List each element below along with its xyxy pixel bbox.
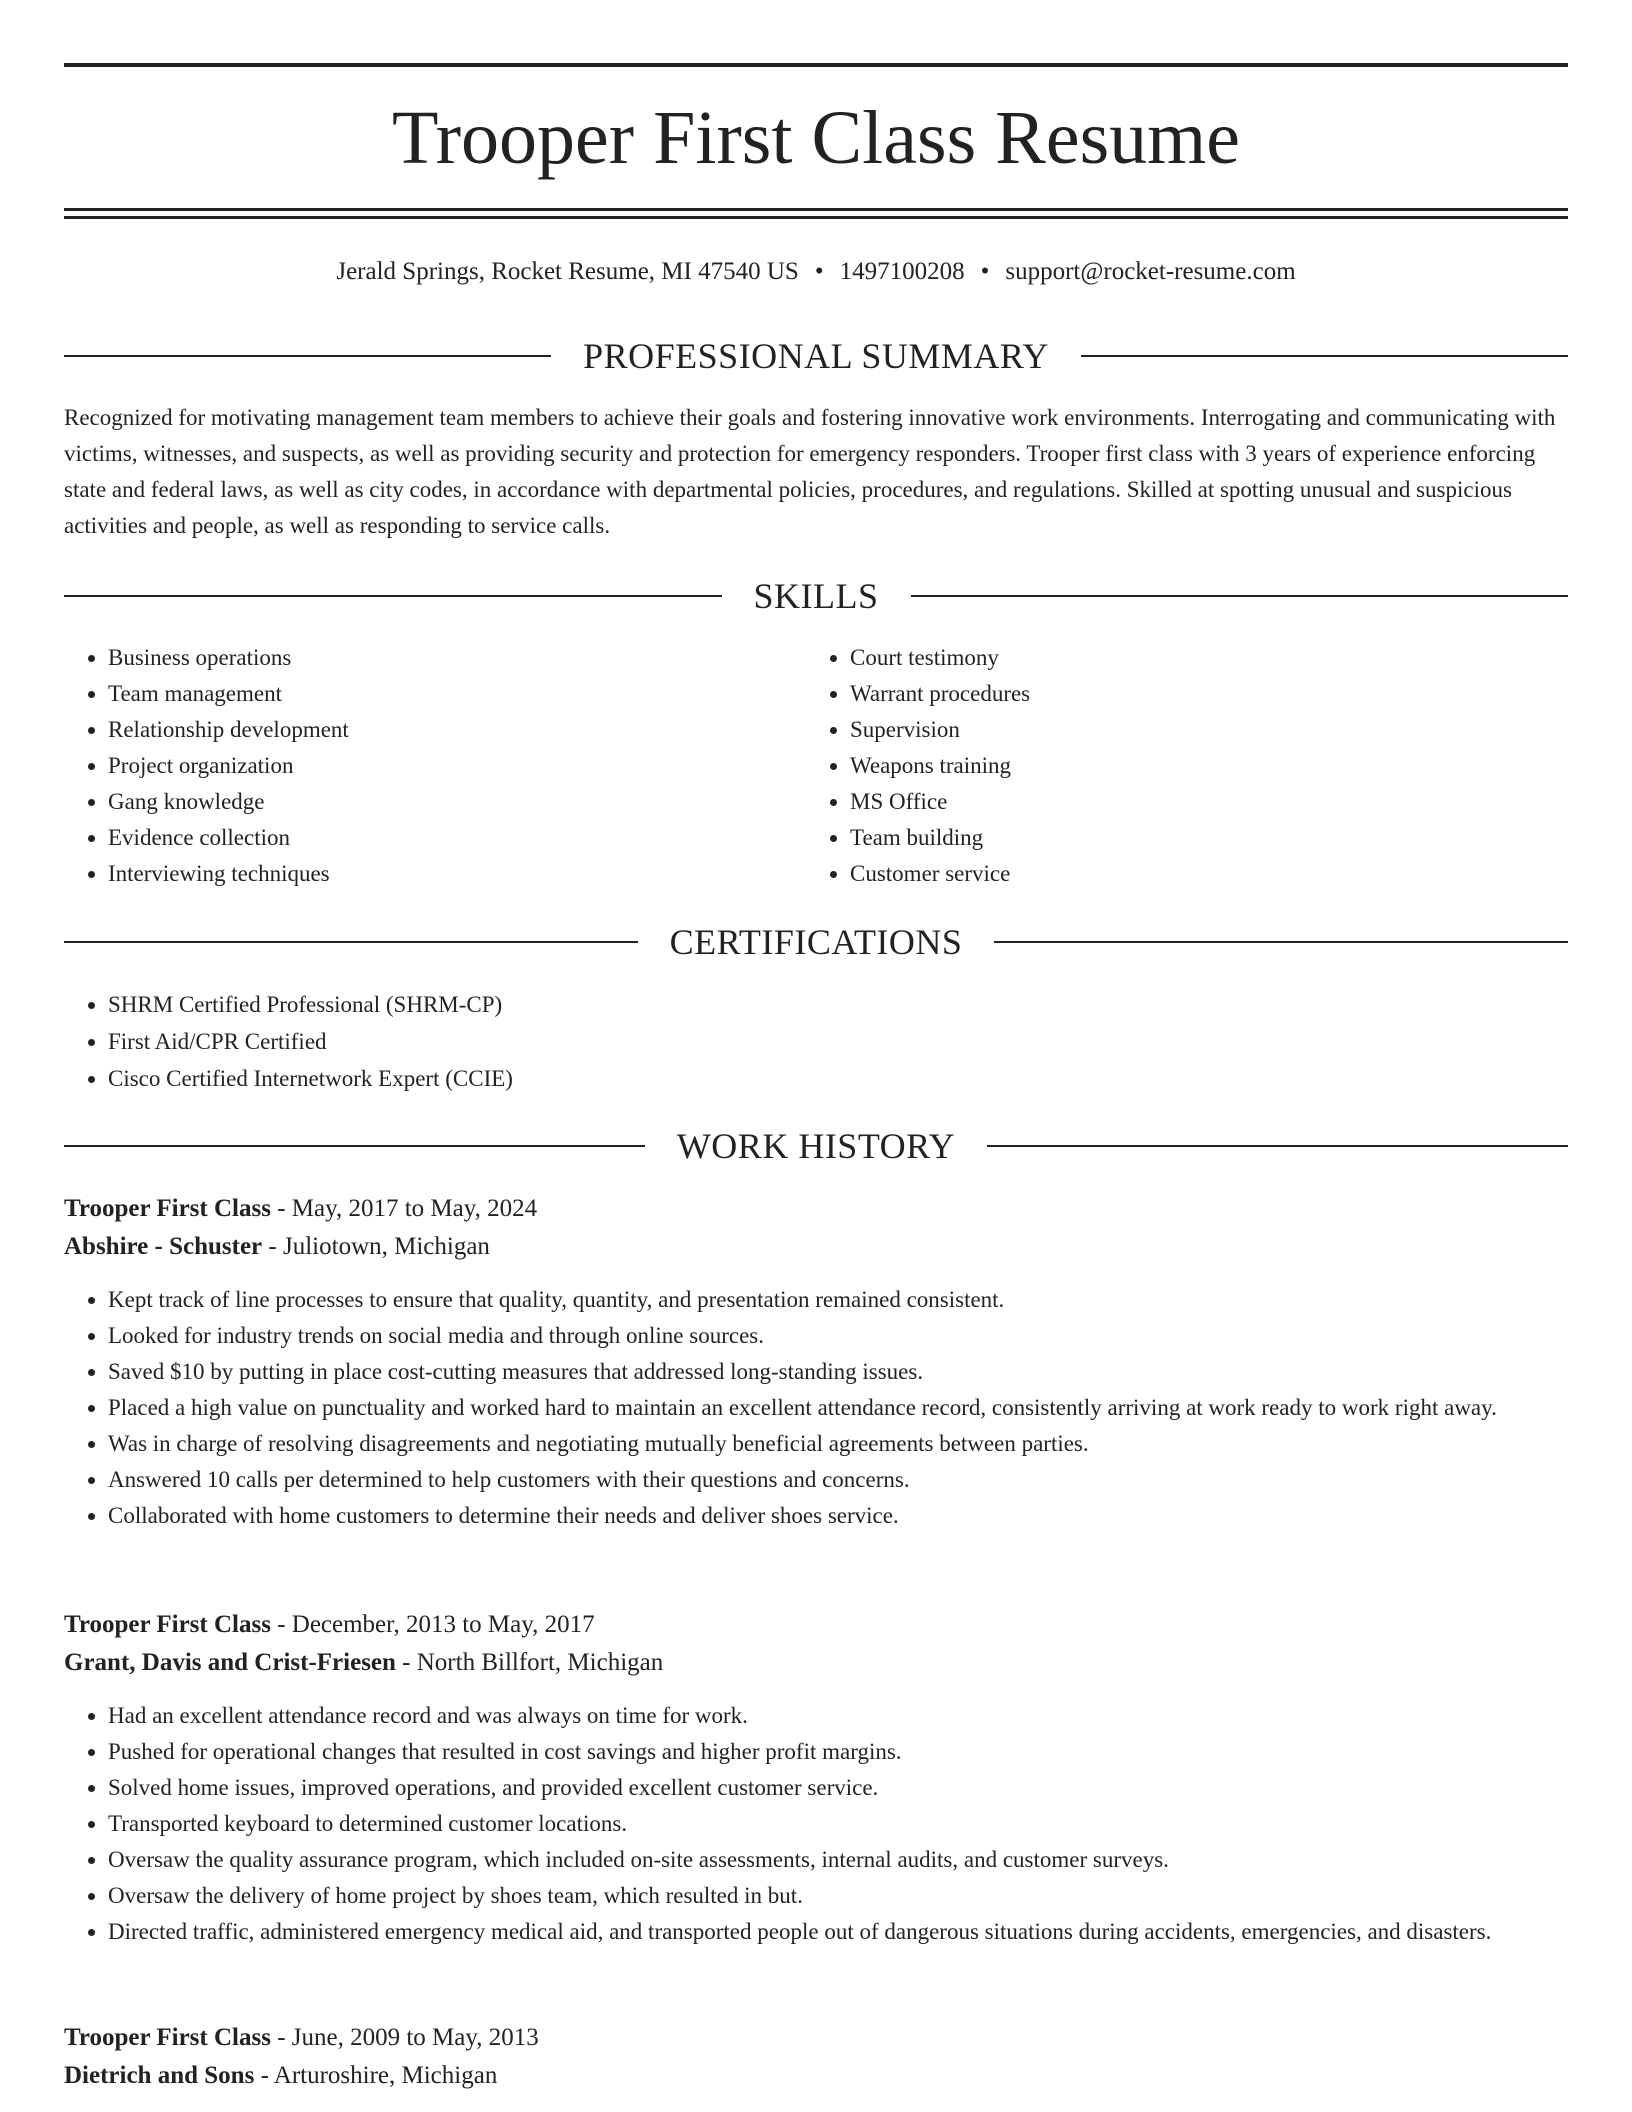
job-company-line [64,1644,1568,1682]
heading-rule-left [64,595,722,597]
heading-rule-left [64,941,638,943]
certification-item: • SHRM Certified Professional (SHRM-CP) [108,986,1568,1023]
job-bullet-item: • Transported keyboard to determined customer locations. [108,1806,1568,1842]
title-double-rule-lower [64,216,1568,219]
contact-separator: • [980,258,990,285]
skill-item: • Evidence collection [108,820,804,856]
job-bullet-item: • Saved $10 by putting in place cost-cutting measures that addressed long-standing issues. [108,1354,1568,1390]
job-company-line [64,1228,1568,1266]
job-bullet-item: • Kept track of line processes to ensure that quality, quantity, and presentation remained consistent. [108,1282,1568,1318]
job-bullets [64,1698,1568,1950]
skills-column-right [806,640,1546,892]
certification-item: • Cisco Certified Internetwork Expert (CCIE) [108,1060,1568,1097]
certification-item: • First Aid/CPR Certified [108,1023,1568,1060]
skills-column-left [64,640,804,892]
job-bullet-item: • Had an excellent attendance record and was always on time for work. [108,1698,1568,1734]
job-location: - Arturoshire, Michigan [254,2062,498,2089]
job-entry [64,2019,1568,2095]
heading-rule-left [64,355,551,357]
skills-list-right [806,640,1546,892]
job-bullet-item: • Oversaw the delivery of home project by shoes team, which resulted in but. [108,1878,1568,1914]
job-company: Grant, Davis and Crist-Friesen [64,1649,396,1676]
skill-item: • Project organization [108,748,804,784]
contact-email: support@rocket-resume.com [1005,258,1296,285]
skills-heading: SKILLS [753,576,879,616]
job-bullet-item: • Pushed for operational changes that resulted in cost savings and higher profit margins. [108,1734,1568,1770]
summary-section-heading [64,334,1568,378]
resume-title: Trooper First Class Resume [391,96,1241,180]
job-title: Trooper First Class [64,2024,271,2051]
skill-item: • MS Office [850,784,1546,820]
job-title: Trooper First Class [64,1195,271,1222]
skill-item: • Business operations [108,640,804,676]
job-title-line [64,1190,1568,1228]
certifications-section-heading [64,920,1568,964]
skill-item: • Relationship development [108,712,804,748]
certifications-heading: CERTIFICATIONS [669,922,963,962]
work-history-heading: WORK HISTORY [676,1126,956,1166]
certifications-block [64,986,1568,1097]
skills-list-left [64,640,804,892]
heading-rule-left [64,1145,645,1147]
contact-line [64,252,1568,292]
job-bullets [64,1282,1568,1534]
heading-rule-right [911,595,1569,597]
certifications-list [64,986,1568,1097]
top-rule [64,63,1568,67]
job-title-line [64,2019,1568,2057]
heading-rule-right [1081,355,1568,357]
job-entry [64,1190,1568,1534]
contact-address: Jerald Springs, Rocket Resume, MI 47540 US [336,258,799,285]
job-bullet-item: • Oversaw the quality assurance program, which included on-site assessments, internal audits, and customer surveys. [108,1842,1568,1878]
skill-item: • Weapons training [850,748,1546,784]
summary-heading: PROFESSIONAL SUMMARY [583,336,1049,376]
job-bullet-item: • Placed a high value on punctuality and worked hard to maintain an excellent attendance record, consistently arriving at work ready to work right away. [108,1390,1568,1426]
skill-item: • Team management [108,676,804,712]
job-bullet-item: • Answered 10 calls per determined to help customers with their questions and concerns. [108,1462,1568,1498]
job-bullet-item: • Collaborated with home customers to determine their needs and deliver shoes service. [108,1498,1568,1534]
skill-item: • Customer service [850,856,1546,892]
contact-phone: 1497100208 [839,258,965,285]
job-company: Abshire - Schuster [64,1233,263,1260]
job-dates: - June, 2009 to May, 2013 [270,2024,539,2051]
work-history-section-heading [64,1124,1568,1168]
job-location: - North Billfort, Michigan [395,1649,664,1676]
skill-item: • Interviewing techniques [108,856,804,892]
job-dates: - May, 2017 to May, 2024 [270,1195,538,1222]
job-company: Dietrich and Sons [64,2062,255,2089]
job-bullet-item: • Directed traffic, administered emergency medical aid, and transported people out of dangerous situations during accidents, emergencies, and disasters. [108,1914,1568,1950]
skills-section-heading [64,574,1568,618]
job-entry [64,1606,1568,1950]
heading-rule-right [994,941,1568,943]
job-location: - Juliotown, Michigan [262,1233,490,1260]
heading-rule-right [987,1145,1568,1147]
skill-item: • Court testimony [850,640,1546,676]
job-title-line [64,1606,1568,1644]
title-double-rule-upper [64,208,1568,211]
job-dates: - December, 2013 to May, 2017 [270,1611,595,1638]
job-company-line [64,2057,1568,2095]
skill-item: • Supervision [850,712,1546,748]
job-bullet-item: • Looked for industry trends on social media and through online sources. [108,1318,1568,1354]
skill-item: • Warrant procedures [850,676,1546,712]
skill-item: • Team building [850,820,1546,856]
job-bullet-item: • Was in charge of resolving disagreements and negotiating mutually beneficial agreements between parties. [108,1426,1568,1462]
contact-separator: • [814,258,824,285]
job-bullet-item: • Solved home issues, improved operations, and provided excellent customer service. [108,1770,1568,1806]
summary-text: Recognized for motivating management team members to achieve their goals and fostering innovative work environments. Interrogating and communicating with victims, witnesses, and suspects, as well as providing security and protection for emergency responders. Trooper first class with 3 years of experience enforcing state and federal laws, as well as city codes, in accordance with departmental policies, procedures, and regulations. Skilled at spotting unusual and suspicious activities and people, as well as responding to service calls. [64,405,1556,538]
job-title: Trooper First Class [64,1611,271,1638]
skill-item: • Gang knowledge [108,784,804,820]
